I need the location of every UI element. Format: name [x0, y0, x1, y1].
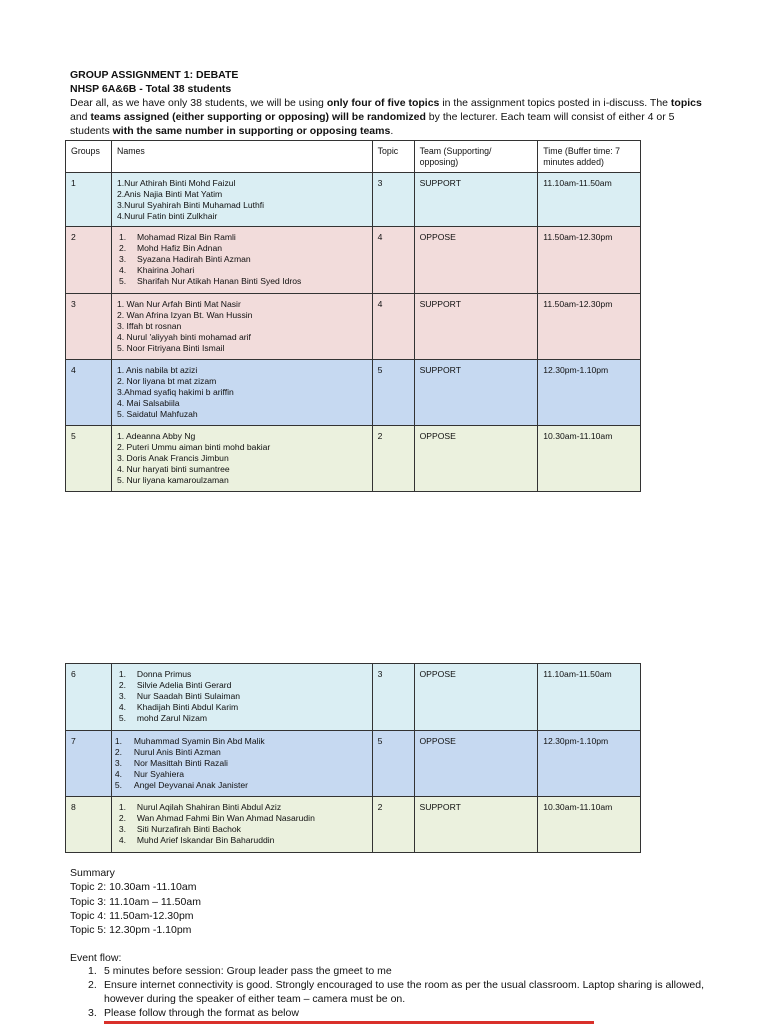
table-row	[66, 360, 641, 426]
group-team: SUPPORT	[414, 797, 538, 853]
summary-line: Topic 2: 10.30am -11.10am	[70, 881, 197, 894]
member-name: 2. Nor liyana bt mat zizam	[116, 376, 217, 386]
group-names	[111, 731, 372, 797]
group-team: OPPOSE	[414, 426, 538, 492]
member-list	[117, 802, 367, 846]
group-names	[111, 227, 372, 294]
summary-section	[70, 866, 201, 937]
member-name: 1. Anis nabila bt azizi	[116, 365, 198, 375]
group-time: 12.30pm-1.10pm	[538, 360, 641, 426]
member-name: 2. Wan Afrina Izyan Bt. Wan Hussin	[116, 310, 253, 320]
summary-line: Topic 5: 12.30pm -1.10pm	[70, 924, 192, 937]
group-time: 12.30pm-1.10pm	[538, 731, 641, 797]
group-topic: 4	[372, 227, 414, 294]
group-time: 10.30am-11.10am	[538, 426, 641, 492]
event-flow-heading: Event flow:	[70, 952, 122, 964]
member-list	[117, 299, 367, 354]
groups-table-continued	[65, 663, 641, 853]
summary-line: Topic 4: 11.50am-12.30pm	[70, 909, 194, 922]
member-list	[117, 232, 367, 287]
group-names	[111, 664, 372, 731]
member-name: 3.Ahmad syafiq hakimi b ariffin	[116, 387, 234, 397]
group-number: 7	[66, 731, 112, 797]
header-team: Team (Supporting/ opposing)	[414, 141, 538, 173]
member-name: 3.Nurul Syahirah Binti Muhamad Luthfi	[116, 200, 265, 210]
member-list	[117, 178, 367, 222]
group-time: 11.10am-11.50am	[538, 173, 641, 227]
member-name: 1. Wan Nur Arfah Binti Mat Nasir	[116, 299, 241, 309]
group-time: 11.50am-12.30pm	[538, 294, 641, 360]
group-topic: 4	[372, 294, 414, 360]
group-names	[111, 360, 372, 426]
header-names: Names	[111, 141, 372, 173]
group-team: SUPPORT	[414, 360, 538, 426]
member-name: mohd Zarul Nizam	[136, 713, 208, 723]
group-names	[111, 797, 372, 853]
group-topic: 3	[372, 173, 414, 227]
event-flow-item: 2. Ensure internet connectivity is good. Strongly encouraged to use the room as per the usual classroom. Laptop sharing is allowed, however during the speaker of either team – camera must be on.	[88, 979, 705, 1005]
member-name: Angel Deyvanai Anak Janister	[133, 780, 249, 790]
table-row	[66, 797, 641, 853]
member-name: Syazana Hadirah Binti Azman	[136, 254, 251, 264]
table-row	[66, 294, 641, 360]
group-number: 1	[66, 173, 112, 227]
event-flow-item: 3. Please follow through the format as below	[88, 1007, 299, 1019]
groups-table	[65, 140, 641, 492]
member-name: Nor Masittah Binti Razali	[133, 758, 228, 768]
member-name: 4. Mai Salsabiila	[116, 398, 180, 408]
member-name: 4. Nur haryati binti sumantree	[116, 464, 230, 474]
header-groups: Groups	[66, 141, 112, 173]
member-name: Donna Primus	[136, 669, 192, 679]
group-names	[111, 426, 372, 492]
member-name: 4. Nurul 'aliyyah binti mohamad arif	[116, 332, 251, 342]
group-time: 11.10am-11.50am	[538, 664, 641, 731]
member-name: 2.Anis Najia Binti Mat Yatim	[116, 189, 223, 199]
table-row	[66, 173, 641, 227]
group-topic: 2	[372, 797, 414, 853]
member-name: Nur Syahiera	[133, 769, 185, 779]
group-topic: 5	[372, 731, 414, 797]
member-name: Muhammad Syamin Bin Abd Malik	[133, 736, 265, 746]
member-name: Nurul Aqilah Shahiran Binti Abdul Aziz	[136, 802, 282, 812]
header-topic: Topic	[372, 141, 414, 173]
member-name: Nurul Anis Binti Azman	[133, 747, 221, 757]
header-time: Time (Buffer time: 7 minutes added)	[538, 141, 641, 173]
table-row	[66, 426, 641, 492]
group-number: 4	[66, 360, 112, 426]
member-list	[117, 365, 367, 420]
member-name: Mohd Hafiz Bin Adnan	[136, 243, 223, 253]
table-row	[66, 664, 641, 731]
member-name: 1. Adeanna Abby Ng	[116, 431, 196, 441]
member-list	[117, 736, 367, 791]
member-name: 5. Noor Fitriyana Binti Ismail	[116, 343, 225, 353]
group-number: 2	[66, 227, 112, 294]
member-name: Muhd Arief Iskandar Bin Baharuddin	[136, 835, 275, 845]
group-time: 11.50am-12.30pm	[538, 227, 641, 294]
intro-paragraph: Dear all, as we have only 38 students, we will be using only four of five topics in the assignment topics posted in i-discuss. The topics and teams assigned (either supporting or opposing) will be randomized by the lecturer. Each team will consist of either 4 or 5 students with the same number in supporting or opposing teams.	[70, 97, 702, 137]
member-name: 3. Doris Anak Francis Jimbun	[116, 453, 229, 463]
group-team: SUPPORT	[414, 173, 538, 227]
member-list	[117, 431, 367, 486]
event-flow-list	[70, 964, 710, 1020]
member-name: Nur Saadah Binti Sulaiman	[136, 691, 241, 701]
page-subtitle: NHSP 6A&6B - Total 38 students	[70, 83, 232, 95]
summary-line: Topic 3: 11.10am – 11.50am	[70, 895, 201, 908]
member-name: 4.Nurul Fatin binti Zulkhair	[116, 211, 218, 221]
group-team: OPPOSE	[414, 731, 538, 797]
group-number: 5	[66, 426, 112, 492]
group-team: OPPOSE	[414, 227, 538, 294]
member-name: Sharifah Nur Atikah Hanan Binti Syed Idros	[136, 276, 302, 286]
member-name: Siti Nurzafirah Binti Bachok	[136, 824, 241, 834]
group-number: 3	[66, 294, 112, 360]
group-team: SUPPORT	[414, 294, 538, 360]
event-flow-item: 1. 5 minutes before session: Group leader pass the gmeet to me	[88, 965, 392, 977]
member-name: Mohamad Rizal Bin Ramli	[136, 232, 236, 242]
group-number: 6	[66, 664, 112, 731]
member-name: Khairina Johari	[136, 265, 195, 275]
page-title: GROUP ASSIGNMENT 1: DEBATE	[70, 69, 239, 81]
member-name: 1.Nur Athirah Binti Mohd Faizul	[116, 178, 236, 188]
group-team: OPPOSE	[414, 664, 538, 731]
member-name: 5. Saidatul Mahfuzah	[116, 409, 198, 419]
table-header-row	[66, 141, 641, 173]
member-name: 3. Iffah bt rosnan	[116, 321, 182, 331]
group-time: 10.30am-11.10am	[538, 797, 641, 853]
document-header	[70, 68, 702, 138]
table-row	[66, 731, 641, 797]
group-names	[111, 173, 372, 227]
member-name: Khadijah Binti Abdul Karim	[136, 702, 239, 712]
group-names	[111, 294, 372, 360]
table-row	[66, 227, 641, 294]
member-name: 2. Puteri Ummu aiman binti mohd bakiar	[116, 442, 271, 452]
summary-heading: Summary	[70, 867, 115, 879]
group-topic: 3	[372, 664, 414, 731]
member-name: Wan Ahmad Fahmi Bin Wan Ahmad Nasarudin	[136, 813, 315, 823]
group-topic: 2	[372, 426, 414, 492]
member-name: 5. Nur liyana kamaroulzaman	[116, 475, 229, 485]
member-list	[117, 669, 367, 724]
group-number: 8	[66, 797, 112, 853]
group-topic: 5	[372, 360, 414, 426]
member-name: Silvie Adelia Binti Gerard	[136, 680, 232, 690]
